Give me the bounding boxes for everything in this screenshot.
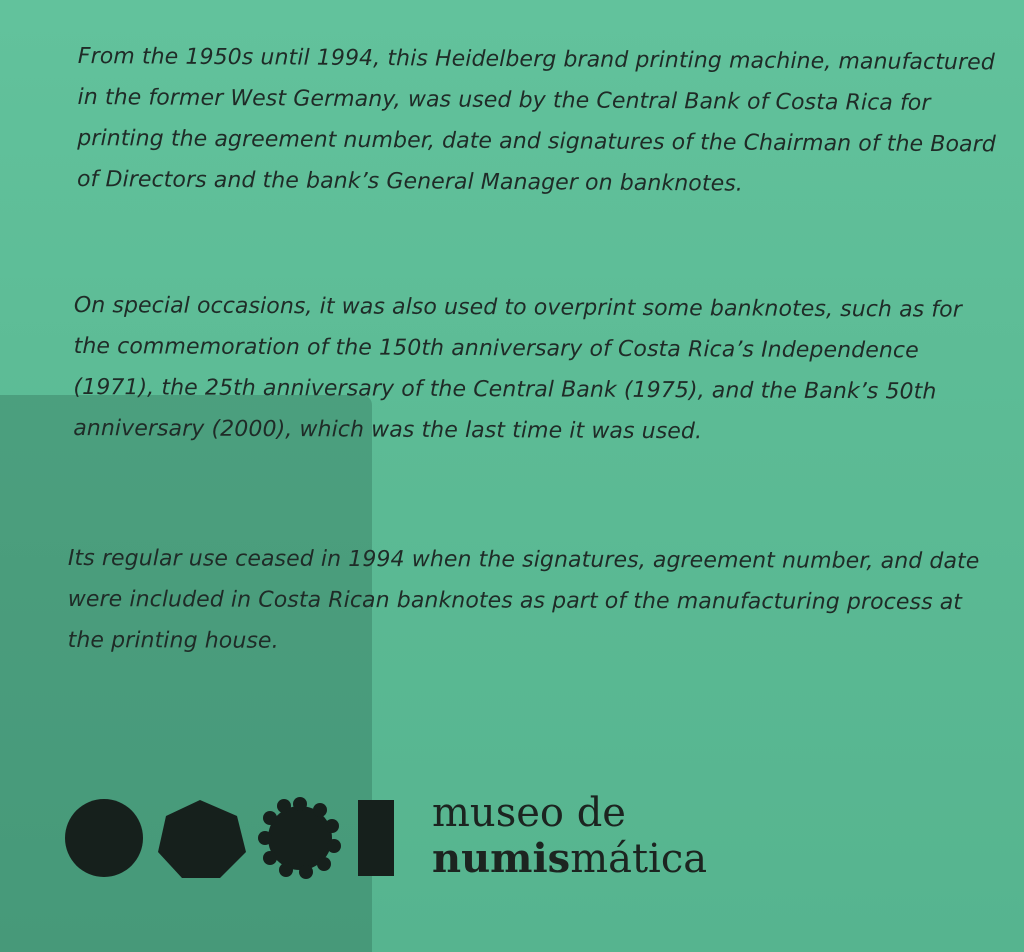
logo-shapes xyxy=(62,790,402,890)
logo-line-2 xyxy=(432,836,792,882)
bar-shape-icon xyxy=(358,800,394,876)
paragraph-special-occasions: On special occasions, it was also used to overprint some banknotes, such as for the commemoration of the 150th anniversary of Costa Rica’s Independence (1971), the 25th anniversary of the Central Bank (1975), and the Bank’s 50th anniversary (2000), which was the last time it was used. xyxy=(73,292,962,445)
paragraph-use-ceased: Its regular use ceased in 1994 when the signatures, agreement number, and date were included in Costa Rican banknotes as part of the manufacturing process at the printing house. xyxy=(67,545,980,654)
logo-line-2-regular: mática xyxy=(570,836,708,882)
paragraph-history: From the 1950s until 1994, this Heidelberg brand printing machine, manufactured in the former West Germany, was used by the Central Bank of Costa Rica for printing the agreement number, date and signatures of the Chairman of the Board of Directors and the bank’s General Manager on banknotes. xyxy=(76,43,996,197)
heptagon-shape-icon xyxy=(158,800,246,878)
logo-line-2-bold: numis xyxy=(432,835,571,882)
museum-logo xyxy=(62,790,782,890)
logo-wordmark xyxy=(432,790,792,882)
circle-shape-icon xyxy=(65,799,143,877)
logo-line-1: museo de xyxy=(432,790,626,836)
scalloped-coin-icon xyxy=(258,797,341,879)
